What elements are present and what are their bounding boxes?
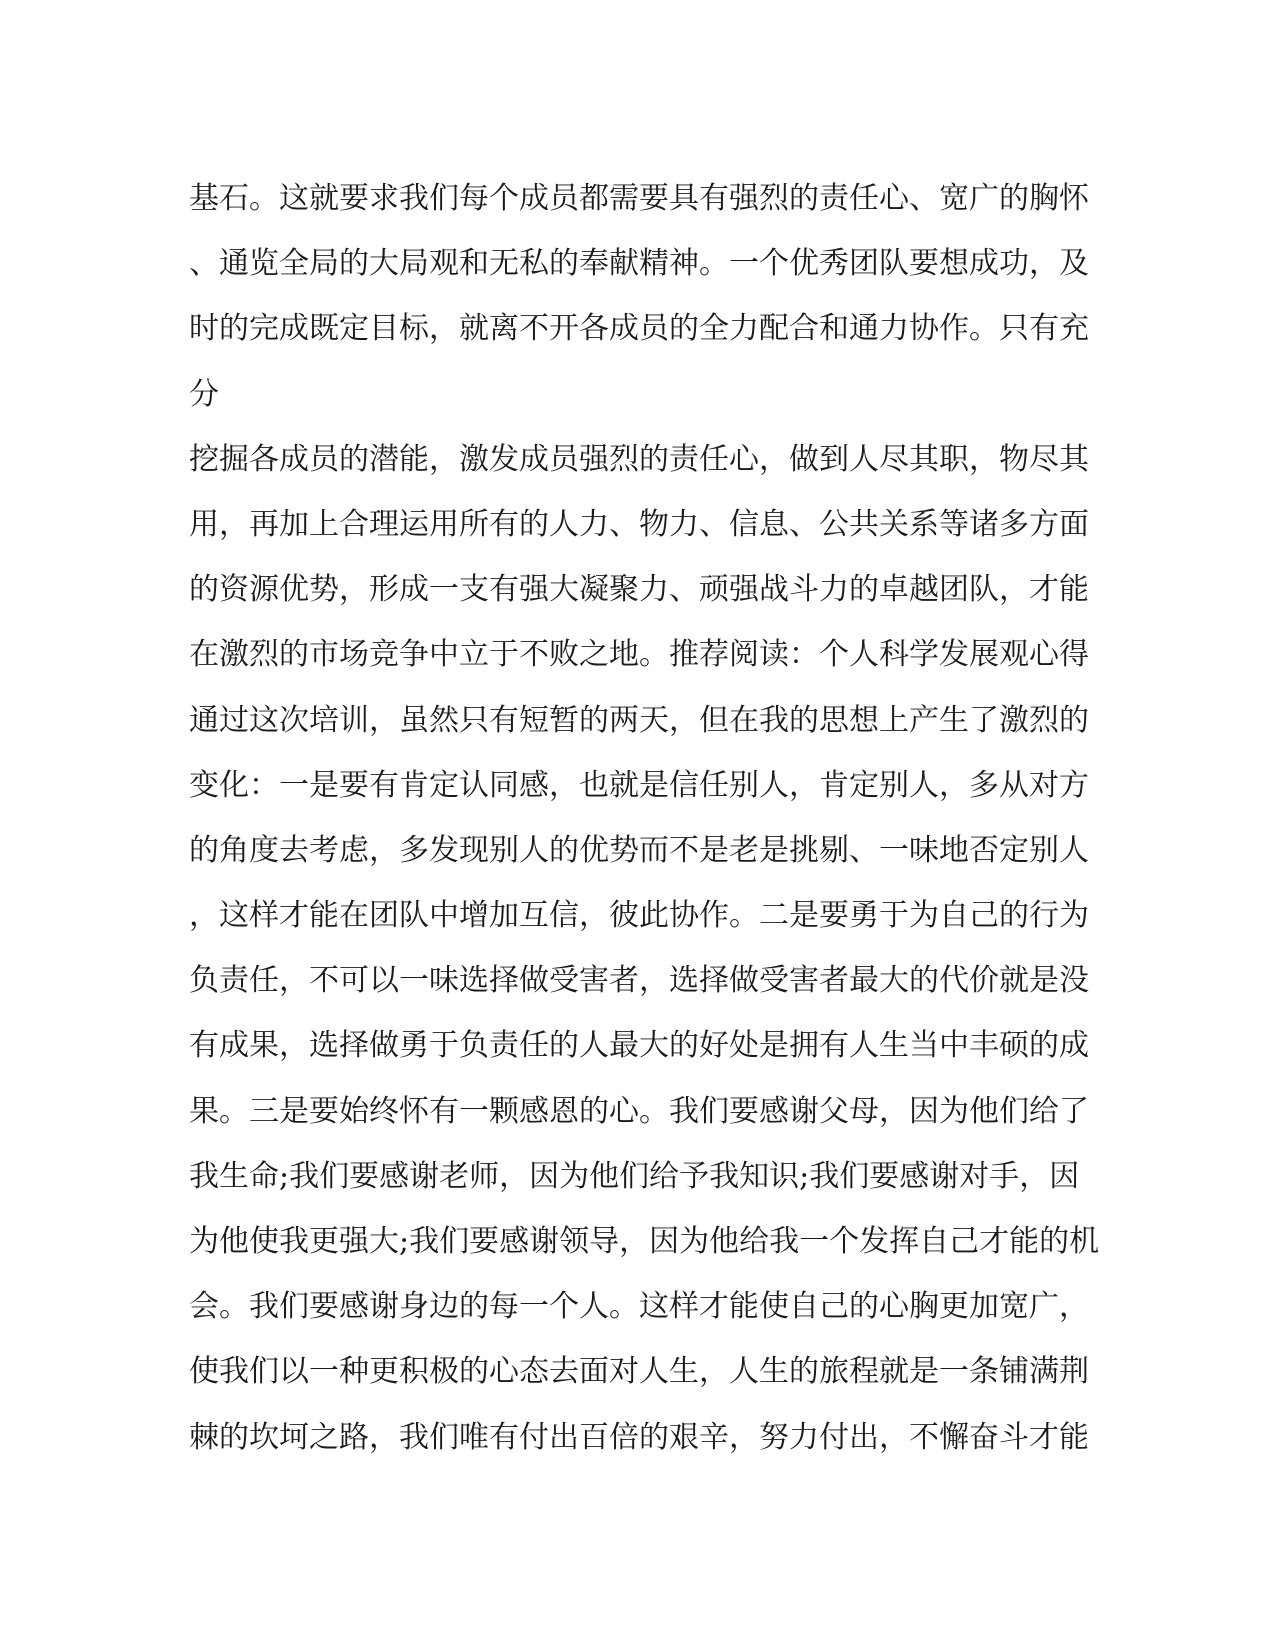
text-line: 使我们以一种更积极的心态去面对人生，人生的旅程就是一条铺满荆: [189, 1354, 1089, 1390]
body-text: [189, 166, 1100, 1470]
text-line: 在激烈的市场竞争中立于不败之地。推荐阅读：个人科学发展观心得: [189, 637, 1089, 673]
text-line: 负责任，不可以一味选择做受害者，选择做受害者最大的代价就是没: [189, 963, 1089, 999]
text-line: 挖掘各成员的潜能，激发成员强烈的责任心，做到人尽其职，物尽其: [189, 441, 1089, 477]
text-line: 通过这次培训，虽然只有短暂的两天，但在我的思想上产生了激烈的: [189, 702, 1089, 738]
text-line: 为他使我更强大;我们要感谢领导，因为他给我一个发挥自己才能的机: [189, 1224, 1100, 1259]
text-line: 有成果，选择做勇于负责任的人最大的好处是拥有人生当中丰硕的成: [189, 1028, 1089, 1064]
text-line: 我生命;我们要感谢老师，因为他们给予我知识;我们要感谢对手，因: [189, 1158, 1080, 1194]
text-line: 基石。这就要求我们每个成员都需要具有强烈的责任心、宽广的胸怀: [189, 181, 1089, 216]
text-line: 会。我们要感谢身边的每一个人。这样才能使自己的心胸更加宽广，: [189, 1289, 1089, 1325]
text-line: 的资源优势，形成一支有强大凝聚力、顽强战斗力的卓越团队，才能: [189, 572, 1089, 608]
text-line: 的角度去考虑，多发现别人的优势而不是老是挑剔、一味地否定别人: [189, 832, 1089, 868]
text-line: 果。三是要始终怀有一颗感恩的心。我们要感谢父母，因为他们给了: [189, 1093, 1089, 1129]
text-line: 、通览全局的大局观和无私的奉献精神。一个优秀团队要想成功，及: [189, 246, 1089, 282]
text-line: ，这样才能在团队中增加互信，彼此协作。二是要勇于为自己的行为: [189, 898, 1089, 934]
text-line: 棘的坎坷之路，我们唯有付出百倍的艰辛，努力付出，不懈奋斗才能: [189, 1419, 1089, 1455]
text-line: 分: [189, 376, 219, 412]
text-line: 时的完成既定目标，就离不开各成员的全力配合和通力协作。只有充: [189, 311, 1089, 347]
text-line: 用，再加上合理运用所有的人力、物力、信息、公共关系等诸多方面: [189, 506, 1089, 542]
text-line: 变化：一是要有肯定认同感，也就是信任别人，肯定别人，多从对方: [189, 767, 1089, 803]
